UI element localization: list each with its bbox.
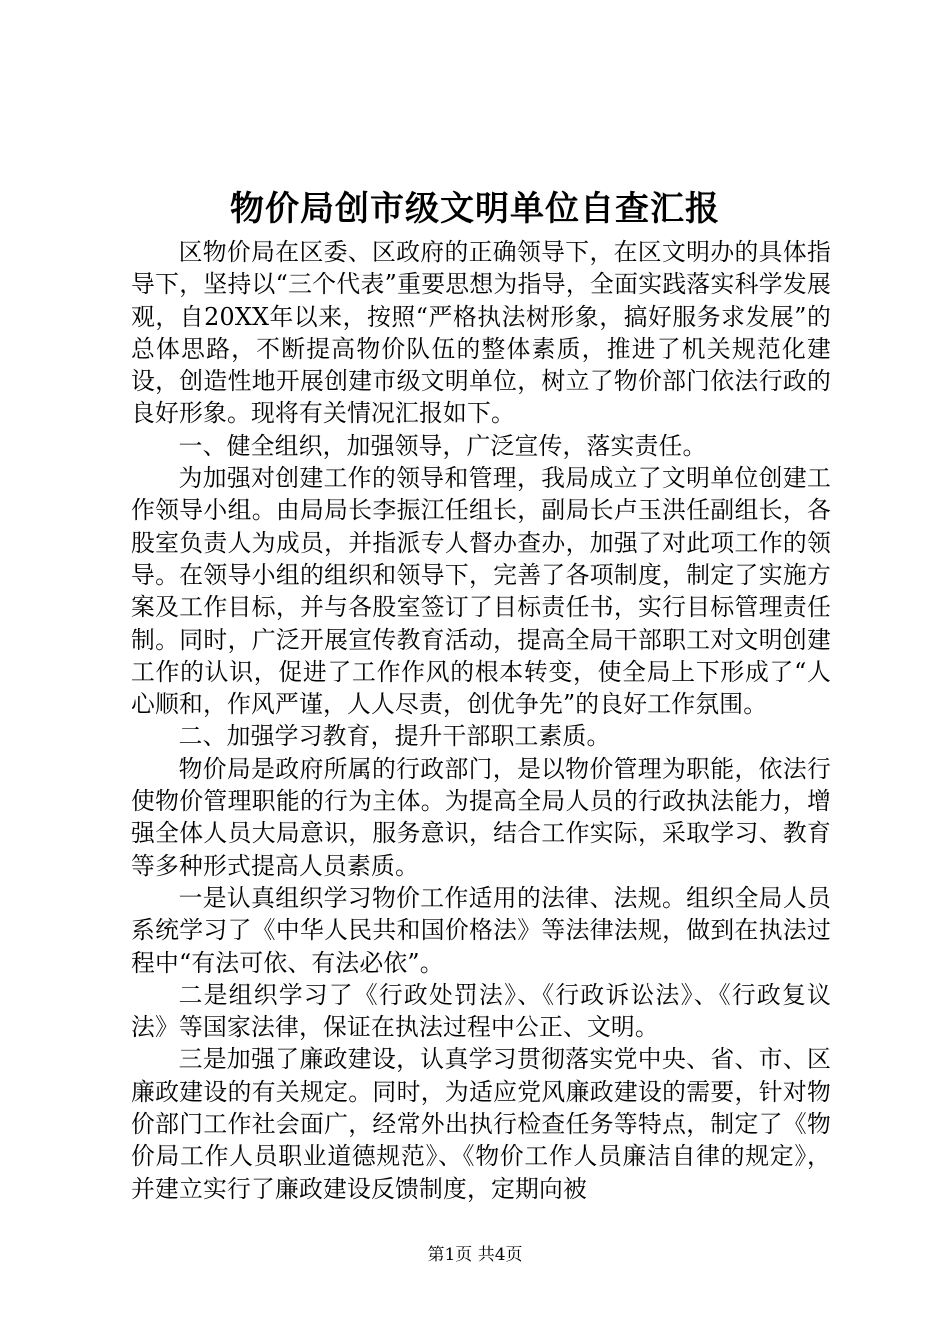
paragraph-intro: 区物价局在区委、区政府的正确领导下，在区文明办的具体指导下，坚持以“三个代表”重要思想为指导，全面实践落实科学发展观，自20XX年以来，按照“严格执法树形象，搞好服务求发展”的总体思路，不断提高物价队伍的整体素质，推进了机关规范化建设，创造性地开展创建市级文明单位，树立了物价部门依法行政的良好形象。现将有关情况汇报如下。 <box>131 238 831 428</box>
paragraph-point-1: 一是认真组织学习物价工作适用的法律、法规。组织全局人员系统学习了《中华人民共和国价格法》等法律法规，做到在执法过程中“有法可依、有法必依”。 <box>131 883 831 977</box>
paragraph-education: 物价局是政府所属的行政部门，是以物价管理为职能，依法行使物价管理职能的行为主体。为提高全局人员的行政执法能力，增强全体人员大局意识，服务意识，结合工作实际，采取学习、教育等多种形式提高人员素质。 <box>131 754 831 880</box>
document-title: 物价局创市级文明单位自查汇报 <box>230 189 720 229</box>
document-body <box>131 236 831 1205</box>
paragraph-organization: 为加强对创建工作的领导和管理，我局成立了文明单位创建工作领导小组。由局局长李振江任组长，副局长卢玉洪任副组长，各股室负责人为成员，并指派专人督办查办，加强了对此项工作的领导。在领导小组的组织和领导下，完善了各项制度，制定了实施方案及工作目标，并与各股室签订了目标责任书，实行目标管理责任制。同时，广泛开展宣传教育活动，提高全局干部职工对文明创建工作的认识，促进了工作作风的根本转变，使全局上下形成了“人心顺和，作风严谨，人人尽责，创优争先”的良好工作氛围。 <box>131 464 831 719</box>
paragraph-point-3: 三是加强了廉政建设，认真学习贯彻落实党中央、省、市、区廉政建设的有关规定。同时，为适应党风廉政建设的需要，针对物价部门工作社会面广，经常外出执行检查任务等特点，制定了《物价局工作人员职业道德规范》、《物价工作人员廉洁自律的规定》，并建立实行了廉政建设反馈制度，定期向被 <box>131 1045 831 1203</box>
section-heading-1: 一、健全组织，加强领导，广泛宣传，落实责任。 <box>178 431 707 460</box>
paragraph-point-2: 二是组织学习了《行政处罚法》、《行政诉讼法》、《行政复议法》等国家法律，保证在执法过程中公正、文明。 <box>131 980 831 1042</box>
section-heading-2: 二、加强学习教育，提升干部职工素质。 <box>178 722 611 751</box>
page-footer: 第1页 共4页 <box>427 1245 523 1265</box>
